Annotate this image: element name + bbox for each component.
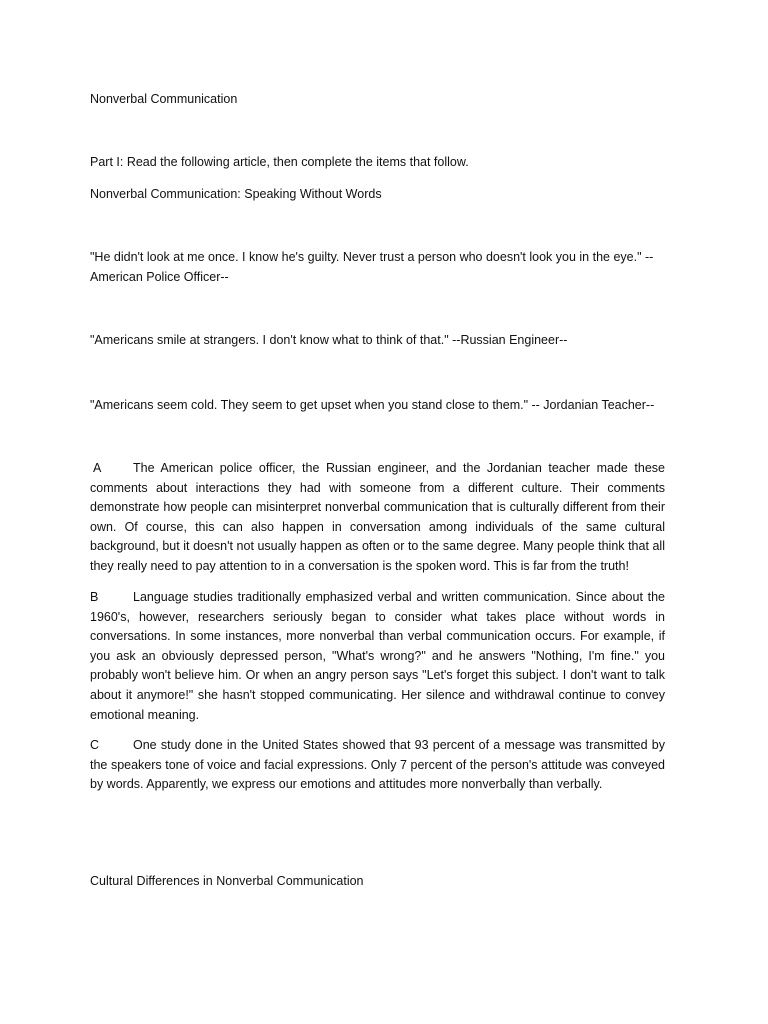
paragraph-b bbox=[90, 588, 665, 725]
paragraph-letter: B bbox=[90, 590, 99, 604]
part-heading: Part I: Read the following article, then complete the items that follow. bbox=[90, 155, 469, 169]
paragraph-text: One study done in the United States showed that 93 percent of a message was transmitted by the speakers tone of voice and facial expressions. Only 7 percent of the person's attitude was conveyed by words. Apparently, we express our emotions and attitudes more nonverbally than verbally. bbox=[90, 738, 665, 792]
document-title: Nonverbal Communication bbox=[90, 92, 238, 106]
paragraph-a bbox=[90, 459, 665, 577]
quote-police-officer: "He didn't look at me once. I know he's guilty. Never trust a person who doesn't look you in the eye." --American Police Officer-- bbox=[90, 250, 654, 284]
section-heading: Cultural Differences in Nonverbal Communication bbox=[90, 874, 364, 888]
paragraph-c bbox=[90, 736, 665, 795]
paragraph-letter: C bbox=[90, 738, 100, 752]
quote-jordanian-teacher: "Americans seem cold. They seem to get upset when you stand close to them." -- Jordanian Teacher-- bbox=[90, 398, 655, 412]
paragraph-text: Language studies traditionally emphasized verbal and written communication. Since about the 1960's, however, researchers seriously began to consider what takes place without words in conversations. In some instances, more nonverbal than verbal communication occurs. For example, if you ask an obviously depressed person, "What's wrong?" and he answers "Nothing, I'm fine." you probably won't believe him. Or when an angry person says "Let's forget this subject. I don't want to talk about it anymore!" she hasn't stopped communicating. Her silence and withdrawal continue to convey emotional meaning. bbox=[90, 590, 665, 722]
article-title: Nonverbal Communication: Speaking Without Words bbox=[90, 187, 382, 201]
paragraph-text: The American police officer, the Russian engineer, and the Jordanian teacher made these comments about interactions they had with someone from a different culture. Their comments demonstrate how people can misinterpret nonverbal communication that is culturally different from their own. Of course, this can also happen in conversation among individuals of the same cultural background, but it doesn't not usually happen as often or to the same degree. Many people think that all they really need to pay attention to in a conversation is the spoken word. This is far from the truth! bbox=[90, 461, 665, 573]
paragraph-letter: A bbox=[93, 461, 102, 475]
quote-russian-engineer: "Americans smile at strangers. I don't know what to think of that." --Russian Engineer-- bbox=[90, 333, 568, 347]
